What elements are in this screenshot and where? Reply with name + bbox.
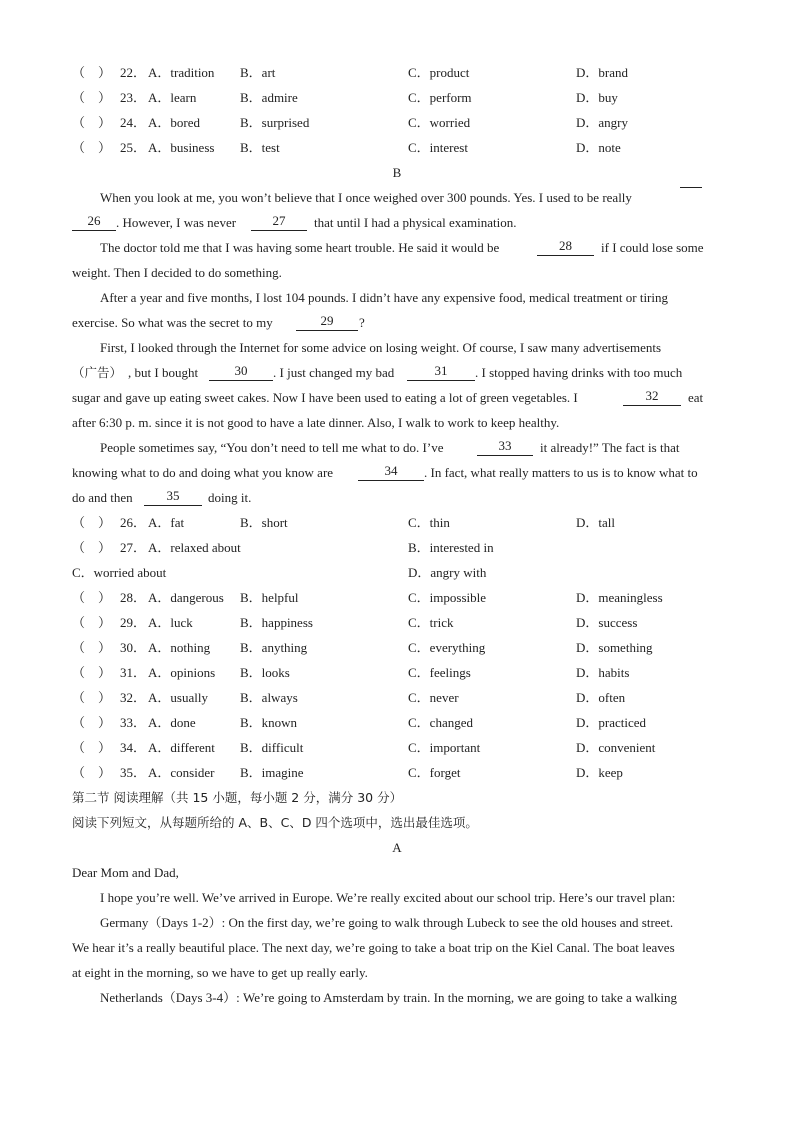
passage-a-heading: A bbox=[392, 840, 402, 855]
question-row bbox=[0, 587, 794, 609]
passage-text: First, I looked through the Internet for some advice on losing weight. Of course, I saw many advertisements bbox=[100, 340, 662, 355]
answer-paren[interactable]: （ ） bbox=[72, 765, 112, 780]
passage-line bbox=[0, 262, 794, 284]
answer-paren[interactable]: （ ） bbox=[72, 740, 112, 755]
answer-paren[interactable]: （ ） bbox=[72, 590, 112, 605]
passage-text: The doctor told me that I was having some heart trouble. He said it would be bbox=[100, 240, 500, 255]
answer-paren[interactable]: （ ） bbox=[72, 65, 112, 80]
answer-paren[interactable]: （ ） bbox=[72, 540, 112, 555]
question-row bbox=[0, 637, 794, 659]
question-row bbox=[0, 137, 794, 159]
passage-line bbox=[0, 337, 794, 359]
option-b: B．interested in bbox=[408, 540, 494, 555]
question-row bbox=[0, 737, 794, 759]
blank-27[interactable]: 27 bbox=[251, 212, 307, 231]
passage-line bbox=[0, 237, 794, 259]
question-row-continued bbox=[0, 562, 794, 584]
section-instruction: 阅读下列短文，从每题所给的 A、B、C、D 四个选项中，选出最佳选项。 bbox=[72, 815, 478, 830]
passage-line bbox=[0, 912, 794, 934]
option-d: D．habits bbox=[576, 665, 630, 680]
option-a: A．fat bbox=[148, 515, 185, 530]
option-d: D．success bbox=[576, 615, 638, 630]
question-number: 24． bbox=[120, 115, 147, 130]
option-a: A．usually bbox=[148, 690, 208, 705]
option-d: D．note bbox=[576, 140, 621, 155]
passage-text: Germany（Days 1-2）: On the first day, we’re going to walk through Lubeck to see the old houses and street. bbox=[100, 915, 674, 930]
passage-line bbox=[0, 212, 794, 234]
passage-text: We hear it’s a really beautiful place. The next day, we’re going to take a boat trip on the Kiel Canal. The boat leaves bbox=[72, 940, 675, 955]
passage-text: if I could lose some bbox=[601, 240, 704, 255]
passage-text: （广告） bbox=[72, 365, 123, 380]
option-d: D．brand bbox=[576, 65, 628, 80]
answer-paren[interactable]: （ ） bbox=[72, 615, 112, 630]
passage-text: do and then bbox=[72, 490, 133, 505]
passage-text: doing it. bbox=[208, 490, 252, 505]
passage-text: Netherlands（Days 3-4）: We’re going to Amsterdam by train. In the morning, we are going to take a walking bbox=[100, 990, 677, 1005]
option-d: D．practiced bbox=[576, 715, 647, 730]
passage-line bbox=[0, 862, 794, 884]
blank-31[interactable]: 31 bbox=[407, 362, 475, 381]
blank-35[interactable]: 35 bbox=[144, 487, 202, 506]
question-row bbox=[0, 612, 794, 634]
option-d: D．keep bbox=[576, 765, 623, 780]
passage-line bbox=[0, 962, 794, 984]
question-number: 30． bbox=[120, 640, 147, 655]
passage-line bbox=[0, 387, 794, 409]
option-d: D．angry with bbox=[408, 565, 487, 580]
option-d: D．often bbox=[576, 690, 626, 705]
passage-text: eat bbox=[688, 390, 704, 405]
passage-line bbox=[0, 312, 794, 334]
question-number: 33． bbox=[120, 715, 147, 730]
option-b: B．looks bbox=[240, 665, 290, 680]
option-c: C．trick bbox=[408, 615, 454, 630]
passage-line bbox=[0, 412, 794, 434]
blank-30[interactable]: 30 bbox=[209, 362, 273, 381]
option-d: D．buy bbox=[576, 90, 618, 105]
blank-32[interactable]: 32 bbox=[623, 387, 681, 406]
passage-line bbox=[0, 987, 794, 1009]
option-c: C．forget bbox=[408, 765, 461, 780]
question-row bbox=[0, 662, 794, 684]
passage-text: it already!” The fact is that bbox=[540, 440, 680, 455]
option-d: D．angry bbox=[576, 115, 628, 130]
question-number: 29． bbox=[120, 615, 147, 630]
blank-29[interactable]: 29 bbox=[296, 312, 358, 331]
question-number: 32． bbox=[120, 690, 147, 705]
answer-paren[interactable]: （ ） bbox=[72, 90, 112, 105]
passage-line bbox=[0, 287, 794, 309]
passage-line bbox=[0, 437, 794, 459]
option-a: A．nothing bbox=[148, 640, 211, 655]
passage-text: weight. Then I decided to do something. bbox=[72, 265, 282, 280]
question-row bbox=[0, 512, 794, 534]
option-d: D．tall bbox=[576, 515, 615, 530]
option-b: B．test bbox=[240, 140, 280, 155]
question-number: 25． bbox=[120, 140, 147, 155]
option-a: A．different bbox=[148, 740, 215, 755]
option-b: B．helpful bbox=[240, 590, 299, 605]
question-row bbox=[0, 762, 794, 784]
option-d: D．meaningless bbox=[576, 590, 663, 605]
passage-line bbox=[0, 487, 794, 509]
option-a: A．luck bbox=[148, 615, 193, 630]
option-b: B．imagine bbox=[240, 765, 304, 780]
option-b: B．admire bbox=[240, 90, 298, 105]
question-row bbox=[0, 537, 794, 559]
option-d: D．convenient bbox=[576, 740, 656, 755]
passage-text: When you look at me, you won’t believe that I once weighed over 300 pounds. Yes. I used to be really bbox=[100, 190, 632, 205]
answer-paren[interactable]: （ ） bbox=[72, 715, 112, 730]
passage-text: . I stopped having drinks with too much bbox=[475, 365, 683, 380]
option-d: D．something bbox=[576, 640, 653, 655]
question-number: 23． bbox=[120, 90, 147, 105]
passage-b-heading: B bbox=[392, 165, 402, 180]
option-a: A．done bbox=[148, 715, 196, 730]
answer-paren[interactable]: （ ） bbox=[72, 515, 112, 530]
question-row bbox=[0, 87, 794, 109]
passage-text: ? bbox=[359, 315, 365, 330]
passage-text: . However, I was never bbox=[116, 215, 237, 230]
option-b: B．difficult bbox=[240, 740, 304, 755]
answer-paren[interactable]: （ ） bbox=[72, 115, 112, 130]
question-number: 35． bbox=[120, 765, 147, 780]
option-b: B．happiness bbox=[240, 615, 313, 630]
answer-paren[interactable]: （ ） bbox=[72, 640, 112, 655]
passage-line bbox=[0, 362, 794, 384]
option-a: A．relaxed about bbox=[148, 540, 241, 555]
passage-text: after 6:30 p. m. since it is not good to have a late dinner. Also, I walk to work to keep healthy. bbox=[72, 415, 560, 430]
section-title: 第二节 阅读理解（共 15 小题，每小题 2 分，满分 30 分） bbox=[72, 790, 403, 805]
question-number: 26． bbox=[120, 515, 147, 530]
answer-paren[interactable]: （ ） bbox=[72, 690, 112, 705]
passage-text: knowing what to do and doing what you know are bbox=[72, 465, 334, 480]
passage-text: I hope you’re well. We’ve arrived in Europe. We’re really excited about our school trip. Here’s our travel plan: bbox=[100, 890, 676, 905]
option-a: A．tradition bbox=[148, 65, 215, 80]
passage-text: , but I bought bbox=[128, 365, 199, 380]
blank-28[interactable]: 28 bbox=[537, 237, 594, 256]
passage-text: at eight in the morning, so we have to get up really early. bbox=[72, 965, 368, 980]
question-number: 31． bbox=[120, 665, 147, 680]
option-b: B．anything bbox=[240, 640, 308, 655]
question-row bbox=[0, 712, 794, 734]
option-a: A．consider bbox=[148, 765, 215, 780]
option-c: C．worried about bbox=[72, 565, 167, 580]
option-a: A．bored bbox=[148, 115, 200, 130]
option-a: A．learn bbox=[148, 90, 197, 105]
question-row bbox=[0, 687, 794, 709]
blank-33[interactable]: 33 bbox=[477, 437, 533, 456]
option-a: A．dangerous bbox=[148, 590, 224, 605]
passage-text: After a year and five months, I lost 104 pounds. I didn’t have any expensive food, medical treatment or tiring bbox=[100, 290, 668, 305]
passage-line bbox=[0, 462, 794, 484]
option-c: C．impossible bbox=[408, 590, 487, 605]
blank-34[interactable]: 34 bbox=[358, 462, 424, 481]
option-c: C．important bbox=[408, 740, 481, 755]
option-c: C．never bbox=[408, 690, 459, 705]
passage-line bbox=[0, 187, 794, 209]
question-number: 28． bbox=[120, 590, 147, 605]
passage-line bbox=[0, 887, 794, 909]
passage-text: . In fact, what really matters to us is to know what to bbox=[424, 465, 698, 480]
option-c: C．perform bbox=[408, 90, 472, 105]
option-c: C．changed bbox=[408, 715, 473, 730]
passage-text: that until I had a physical examination. bbox=[314, 215, 517, 230]
answer-paren[interactable]: （ ） bbox=[72, 665, 112, 680]
option-a: A．business bbox=[148, 140, 215, 155]
blank-26[interactable]: 26 bbox=[72, 212, 116, 231]
question-number: 34． bbox=[120, 740, 147, 755]
question-row bbox=[0, 112, 794, 134]
option-b: B．known bbox=[240, 715, 298, 730]
option-c: C．everything bbox=[408, 640, 486, 655]
option-a: A．opinions bbox=[148, 665, 216, 680]
option-b: B．always bbox=[240, 690, 298, 705]
passage-line bbox=[0, 937, 794, 959]
option-c: C．product bbox=[408, 65, 470, 80]
question-number: 27． bbox=[120, 540, 147, 555]
passage-text: sugar and gave up eating sweet cakes. Now I have been used to eating a lot of green vegetables. I bbox=[72, 390, 578, 405]
option-c: C．feelings bbox=[408, 665, 471, 680]
answer-paren[interactable]: （ ） bbox=[72, 140, 112, 155]
option-c: C．interest bbox=[408, 140, 468, 155]
salutation: Dear Mom and Dad, bbox=[72, 865, 179, 880]
option-b: B．surprised bbox=[240, 115, 310, 130]
passage-text: People sometimes say, “You don’t need to tell me what to do. I’ve bbox=[100, 440, 444, 455]
blank-26-start bbox=[680, 187, 702, 188]
passage-text: . I just changed my bad bbox=[273, 365, 395, 380]
option-b: B．short bbox=[240, 515, 288, 530]
option-c: C．thin bbox=[408, 515, 450, 530]
question-row bbox=[0, 62, 794, 84]
option-b: B．art bbox=[240, 65, 276, 80]
passage-text: exercise. So what was the secret to my bbox=[72, 315, 273, 330]
option-c: C．worried bbox=[408, 115, 471, 130]
question-number: 22． bbox=[120, 65, 147, 80]
